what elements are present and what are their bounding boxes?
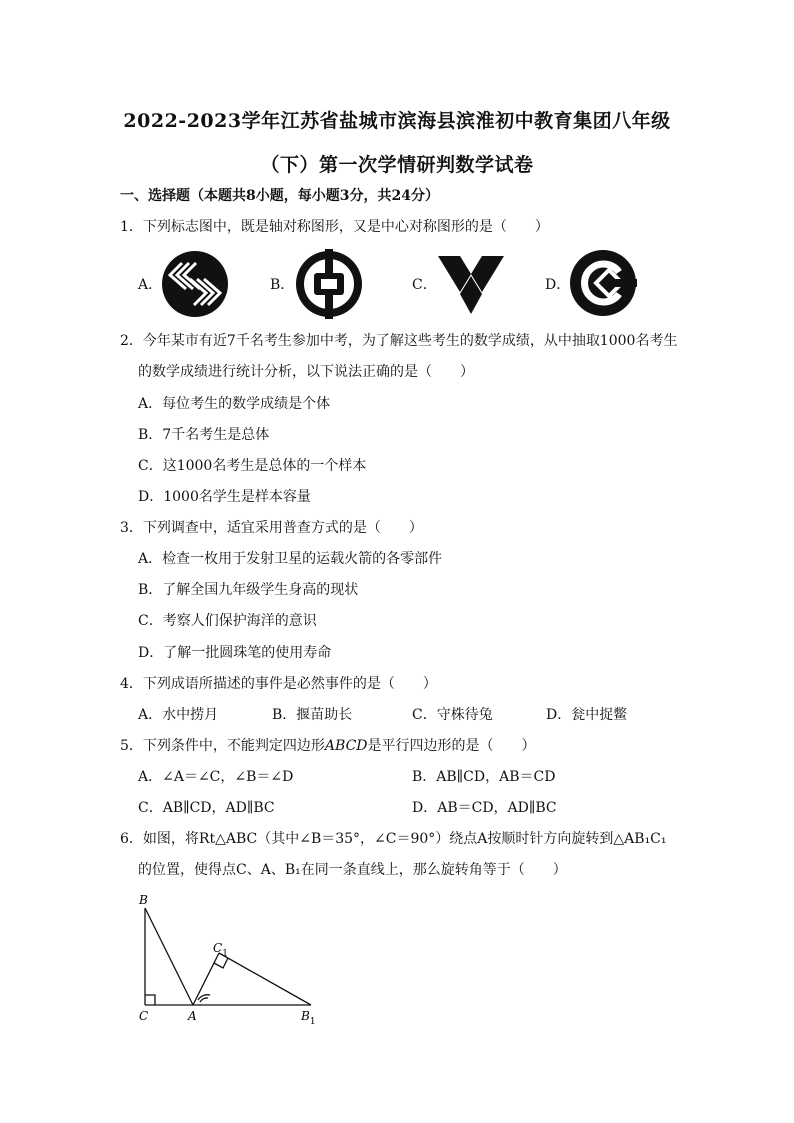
- mitsubishi-logo-icon: [438, 254, 504, 316]
- segment-ac1: [193, 953, 219, 1005]
- q3-option-a: A．检查一枚用于发射卫星的运载火箭的各零部件: [138, 551, 443, 567]
- label-b1-main: B: [301, 1009, 310, 1023]
- q6-stem-line2: 的位置，使得点C、A、B₁在同一条直线上，那么旋转角等于（ ）: [138, 862, 567, 878]
- label-b: B: [139, 893, 148, 907]
- q4-option-b: B．揠苗助长: [272, 707, 353, 723]
- q1-option-a-label: A．: [138, 277, 163, 293]
- q2-option-c: C．这1000名考生是总体的一个样本: [138, 458, 367, 474]
- q5-stem: [120, 736, 536, 756]
- q5-stem-suffix: 是平行四边形的是（ ）: [367, 738, 536, 754]
- china-mobile-logo-icon: [160, 249, 230, 319]
- q5-stem-var: ABCD: [324, 738, 368, 754]
- q3-option-b: B．了解全国九年级学生身高的现状: [138, 582, 359, 598]
- q4-option-c: C．守株待兔: [412, 707, 493, 723]
- label-c1-sub: 1: [222, 949, 228, 959]
- label-c1-main: C: [213, 941, 223, 955]
- label-b1-sub: 1: [309, 1017, 316, 1027]
- q4-stem: 4．下列成语所描述的事件是必然事件的是（ ）: [120, 676, 437, 692]
- label-b1: [300, 1009, 316, 1027]
- exam-title-line1: 2022-2023学年江苏省盐城市滨海县滨淮初中教育集团八年级: [123, 110, 671, 132]
- exam-title-line2: （下）第一次学情研判数学试卷: [260, 154, 534, 176]
- q1-option-d-label: D．: [545, 277, 571, 293]
- q3-option-d: D．了解一批圆珠笔的使用寿命: [138, 645, 332, 661]
- label-c1: [213, 941, 228, 959]
- segment-ba: [145, 908, 193, 1005]
- q1-option-c-label: C．: [412, 277, 437, 293]
- q2-option-d: D．1000名学生是样本容量: [138, 489, 311, 505]
- segment-c1b1: [219, 953, 311, 1005]
- q5-stem-prefix: 5．下列条件中，不能判定四边形: [120, 738, 325, 754]
- q2-stem-line1: 2．今年某市有近7千名考生参加中考，为了解这些考生的数学成绩，从中抽取1000名考生: [120, 333, 678, 349]
- bank-of-china-logo-icon: [294, 249, 364, 319]
- rotation-arc-inner: [200, 998, 208, 1002]
- label-a: A: [188, 1009, 197, 1023]
- construction-bank-logo-icon: [569, 248, 637, 318]
- q5-option-d: D．AB＝CD，AD∥BC: [412, 800, 557, 816]
- q1-option-b-label: B．: [270, 277, 295, 293]
- q4-option-d: D．瓮中捉鳖: [546, 707, 628, 723]
- rotation-arc: [198, 995, 210, 1000]
- q3-option-c: C．考察人们保护海洋的意识: [138, 613, 317, 629]
- q2-stem-line2: 的数学成绩进行统计分析，以下说法正确的是（ ）: [138, 364, 474, 380]
- q6-stem-line1: 6．如图，将Rt△ABC（其中∠B＝35°，∠C＝90°）绕点A按顺时针方向旋转到△AB₁C₁: [120, 831, 667, 847]
- section-heading: 一、选择题（本题共8小题，每小题3分，共24分）: [120, 188, 439, 204]
- q4-option-a: A．水中捞月: [138, 707, 219, 723]
- q2-option-b: B．7千名考生是总体: [138, 427, 270, 443]
- label-c: C: [139, 1009, 149, 1023]
- rotation-figure: [125, 890, 335, 1030]
- q2-option-a: A．每位考生的数学成绩是个体: [138, 396, 331, 412]
- q5-option-b: B．AB∥CD，AB＝CD: [412, 769, 556, 785]
- q1-stem: 1．下列标志图中，既是轴对称图形，又是中心对称图形的是（ ）: [120, 219, 549, 235]
- right-angle-mark-c: [145, 995, 155, 1005]
- q5-option-a: A．∠A＝∠C，∠B＝∠D: [138, 769, 294, 785]
- q5-option-c: C．AB∥CD，AD∥BC: [138, 800, 275, 816]
- q3-stem: 3．下列调查中，适宜采用普查方式的是（ ）: [120, 520, 423, 536]
